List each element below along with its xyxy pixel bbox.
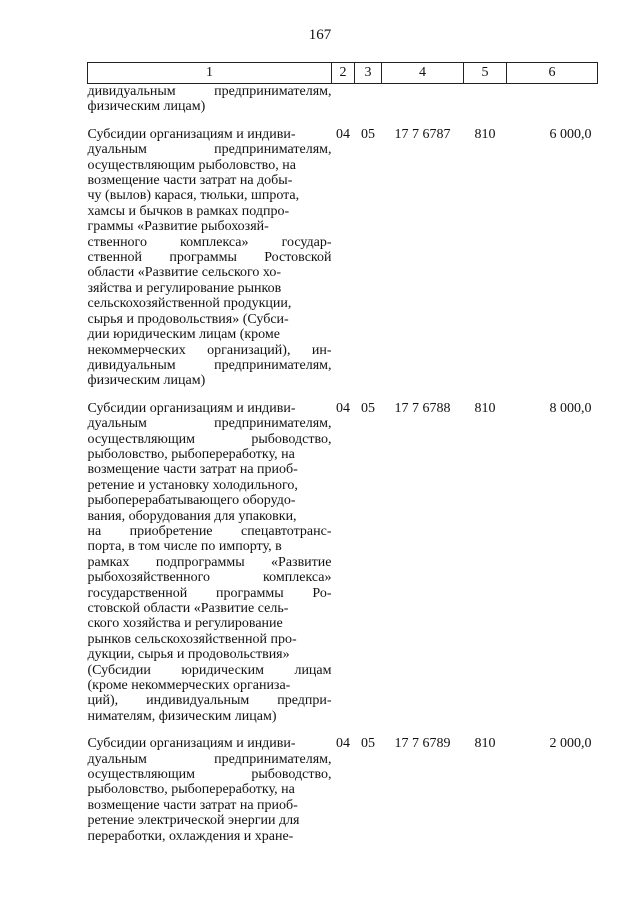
description-line: Субсидии организациям и индиви- bbox=[87, 400, 296, 416]
description-line: вания, оборудования для упаковки, bbox=[87, 508, 297, 524]
header-col-5: 5 bbox=[464, 63, 507, 84]
table-row bbox=[88, 127, 598, 389]
description-line: физическим лицам) bbox=[87, 373, 206, 389]
description-line: дуальным предпринимателям, bbox=[87, 416, 332, 432]
target-article-cell: 17 7 6789 bbox=[394, 736, 451, 752]
section-code-cell: 04 bbox=[336, 736, 350, 752]
description-line: переработки, охлаждения и хране- bbox=[87, 828, 294, 844]
description-line: Субсидии организациям и индиви- bbox=[87, 736, 296, 752]
subsection-code-cell: 05 bbox=[361, 736, 375, 752]
description-line: дивидуальным предпринимателям, bbox=[87, 84, 332, 99]
description-line: зяйства и регулирование рынков bbox=[87, 280, 282, 296]
description-line: ретение и установку холодильного, bbox=[87, 477, 298, 493]
subsection-code-cell: 05 bbox=[361, 126, 375, 142]
row-spacer bbox=[88, 389, 598, 401]
description-line: рамках подпрограммы «Развитие bbox=[87, 554, 332, 570]
expense-type-cell: 810 bbox=[474, 736, 496, 752]
header-col-1: 1 bbox=[88, 63, 332, 84]
description-line: (кроме некоммерческих организа- bbox=[87, 678, 291, 694]
section-code-cell: 04 bbox=[336, 126, 350, 142]
amount-cell: 6 000,0 bbox=[549, 126, 592, 142]
header-col-6: 6 bbox=[507, 63, 598, 84]
description-line: ретение электрической энергии для bbox=[87, 813, 300, 829]
description-line: рыбоперерабатывающего оборудо- bbox=[87, 493, 296, 509]
description-line: осуществляющим рыболовство, на bbox=[87, 157, 296, 173]
target-article-cell: 17 7 6787 bbox=[394, 126, 451, 142]
header-col-3: 3 bbox=[355, 63, 382, 84]
target-article-cell: 17 7 6788 bbox=[394, 400, 451, 416]
description-line: области «Развитие сельского хо- bbox=[87, 265, 282, 281]
description-line: возмещение части затрат на добы- bbox=[87, 173, 293, 189]
description-line: сырья и продовольствия» (Субси- bbox=[87, 311, 289, 327]
amount-cell: 8 000,0 bbox=[549, 400, 592, 416]
description-line: возмещение части затрат на приоб- bbox=[87, 462, 298, 478]
row-spacer bbox=[88, 724, 598, 736]
table-row bbox=[88, 401, 598, 725]
description-line: возмещение части затрат на приоб- bbox=[87, 797, 298, 813]
description-line: рыбохозяйственного комплекса» bbox=[87, 570, 332, 586]
description-line: дукции, сырья и продовольствия» bbox=[87, 647, 290, 663]
description-line: на приобретение спецавтотранс- bbox=[87, 523, 332, 539]
description-line: рынков сельскохозяйственной про- bbox=[87, 631, 297, 647]
description-line: дуальным предпринимателям, bbox=[87, 142, 332, 158]
description-line: ского хозяйства и регулирование bbox=[87, 616, 283, 632]
empty-cell bbox=[464, 84, 507, 115]
description-cell bbox=[88, 84, 332, 115]
empty-cell bbox=[382, 84, 464, 115]
header-col-4: 4 bbox=[382, 63, 464, 84]
description-line: государственной программы Ро- bbox=[87, 585, 332, 601]
description-line: некоммерческих организаций), ин- bbox=[87, 342, 332, 358]
description-line: дии юридическим лицам (кроме bbox=[87, 327, 280, 343]
description-line: ственной программы Ростовской bbox=[87, 250, 332, 266]
empty-cell bbox=[332, 84, 355, 115]
description-line: дивидуальным предпринимателям, bbox=[87, 357, 332, 373]
description-line: сельскохозяйственной продукции, bbox=[87, 296, 292, 312]
row-spacer bbox=[88, 115, 598, 127]
expense-type-cell: 810 bbox=[474, 400, 496, 416]
description-line: чу (вылов) карася, тюльки, шпрота, bbox=[87, 188, 300, 204]
description-line: осуществляющим рыбоводство, bbox=[87, 767, 332, 783]
description-line: (Субсидии юридическим лицам bbox=[87, 662, 332, 678]
description-cell bbox=[88, 736, 332, 844]
description-line: порта, в том числе по импорту, в bbox=[87, 539, 282, 555]
description-line: граммы «Развитие рыбохозяй- bbox=[87, 219, 269, 235]
empty-cell bbox=[507, 84, 598, 115]
table-row bbox=[88, 736, 598, 844]
description-cell bbox=[88, 127, 332, 389]
subsection-code-cell: 05 bbox=[361, 400, 375, 416]
description-line: стовской области «Развитие сель- bbox=[87, 601, 289, 616]
description-line: дуальным предпринимателям, bbox=[87, 751, 332, 767]
page-number: 167 bbox=[308, 27, 332, 43]
description-line: хамсы и бычков в рамках подпро- bbox=[87, 203, 290, 219]
header-row bbox=[88, 63, 598, 84]
description-line: ственного комплекса» государ- bbox=[87, 234, 332, 250]
description-line: физическим лицам) bbox=[87, 99, 206, 115]
table-row-continuation bbox=[88, 84, 598, 115]
budget-table bbox=[87, 62, 598, 844]
description-cell bbox=[88, 401, 332, 725]
description-line: ций), индивидуальным предпри- bbox=[87, 693, 332, 709]
section-code-cell: 04 bbox=[336, 400, 350, 416]
description-line: нимателям, физическим лицам) bbox=[87, 708, 277, 724]
description-line: Субсидии организациям и индиви- bbox=[87, 126, 296, 142]
description-line: осуществляющим рыбоводство, bbox=[87, 431, 332, 447]
description-line: рыболовство, рыбопереработку, на bbox=[87, 446, 295, 462]
expense-type-cell: 810 bbox=[474, 126, 496, 142]
empty-cell bbox=[355, 84, 382, 115]
amount-cell: 2 000,0 bbox=[549, 736, 592, 752]
header-col-2: 2 bbox=[332, 63, 355, 84]
description-line: рыболовство, рыбопереработку, на bbox=[87, 782, 295, 798]
